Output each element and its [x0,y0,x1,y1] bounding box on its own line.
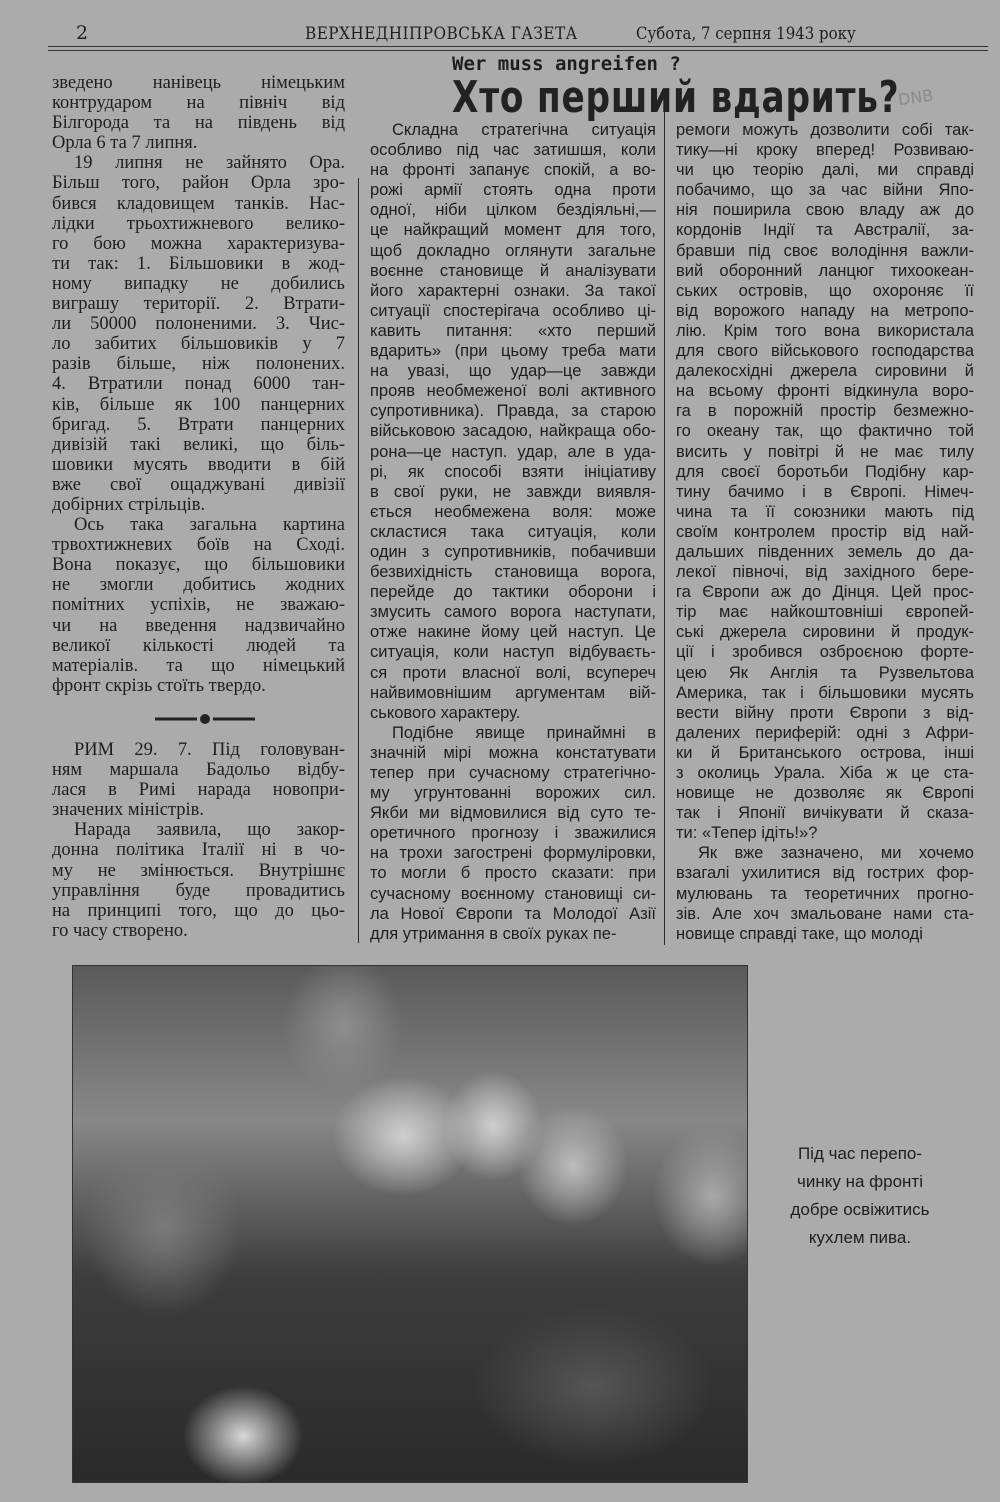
text-line: Америка, так і більшовики мусять [676,683,974,702]
text-line: взагалі ухилитися від гострих фор- [676,864,974,883]
text-line: ських островів, що охороняє її [676,281,974,300]
text-line: мулювань та теоретичних прогно- [676,884,974,903]
text-line: кавить питання: «хто перший [370,321,656,340]
paragraph [52,820,345,941]
paragraph [52,515,345,696]
text-line: скластися така ситуація, коли [370,522,656,541]
text-line: кордонів Індії та Австралії, за- [676,221,974,240]
text-line: супротивника). Правда, за старою [370,402,656,421]
text-line: на фронті запанує спокій, а во- [370,161,656,180]
paragraph [52,740,345,820]
text-line: лекої півночі, від західного бере- [676,563,974,582]
text-line: ти: «Тепер ідіть!»? [676,824,818,843]
text-line: га Європи аж до Дінця. Цей прос- [676,583,974,602]
text-line: шовики мусять вводити в бій [52,454,345,475]
text-line: вий оборонний ланцюг тихоокеан- [676,261,974,280]
text-line: висить у повітрі й не має тилу [676,442,974,461]
column-2 [370,120,656,944]
text-line: Як вже зазначено, ми хочемо [698,844,974,863]
paragraph [676,843,974,943]
text-line: Вона показує, що більшовики [52,555,345,576]
column-3 [676,120,974,944]
text-line: то могли б просто сказати: при [370,864,656,883]
column-divider-1 [358,178,359,943]
section-divider [155,712,255,726]
dnb-stamp: DNB [896,85,935,110]
text-line: на принципі того, що до цьо- [52,900,345,921]
text-line: вести війну проти Європи з від- [676,703,974,722]
text-line: донна політика Італії ні в чо- [52,840,345,861]
text-line: лася в Римі нарада новопри- [52,780,345,801]
photo-soldiers-drinking-beer [72,965,748,1483]
text-line: нія поширила свою владу аж до [676,201,974,220]
text-line: для свого військового господарства [676,342,974,361]
article-kicker: Wer muss angreifen ? [452,53,681,75]
text-line: його характерні ознаки. За такої [370,281,656,300]
text-line: зів. Але хоч змальоване нами ста- [676,904,974,923]
caption-line: Під час перепо- [797,1144,923,1163]
text-line: рона—це наступ. удар, але в уда- [370,442,656,461]
caption-line: добре освіжитись [790,1200,930,1219]
text-line: ся проти власної волі, всупереч [370,663,656,682]
text-line: го часу створено. [52,920,188,941]
article-headline: Хто перший вдарить? [452,72,900,123]
text-line: чи цю теорію далі, ми справді [676,161,974,180]
text-line: ські джерела сировини й продук- [676,623,974,642]
text-line: тір має найкоштовніші європей- [676,603,974,622]
header-rule [48,46,988,47]
text-line: чина та її союзники мають під [676,502,974,521]
text-line: управління буде провадитись [52,880,345,901]
text-line: далекосхідні джерела сировини й [676,362,974,381]
text-line: тику—ні кроку вперед! Розвиваю- [676,141,974,160]
header-rule-2 [48,50,988,51]
text-line: тепер при сучасному стратегічно- [370,764,656,782]
text-line: бравши під своє володіння важли- [676,241,974,260]
text-line: Нарада заявила, що закор- [74,820,345,841]
text-line: вже свої ощаджувані дивізії [52,474,345,495]
text-line: го бою можна характеризува- [52,233,345,254]
newspaper-title: ВЕРХНЕДНІПРОВСЬКА ГАЗЕТА [305,24,578,44]
text-line: побачимо, що за час війни Япо- [676,181,974,200]
text-line: від ворожого нападу на метропо- [676,301,974,320]
text-line: для утримання в своїх руках пе- [370,924,617,943]
text-line: фронт скрізь стоїть твердо. [52,675,266,696]
text-line: му угрунтованні ворожих сил. [370,784,656,803]
text-line: дальших південних земель до да- [676,542,974,561]
text-line: ло забитих більшовиків у 7 [52,334,345,355]
text-line: щоб докладно оглянути загальне [370,241,656,260]
text-line: новище не дозволяє як Європі [676,784,974,803]
text-line: це найкращий момент для того, [370,221,656,240]
text-line: Якби ми відмовилися від суто те- [370,804,656,823]
text-line: ремоги можуть дозволити собі так- [676,121,974,139]
text-line: ла Нової Європи та Молодої Азії [370,904,656,923]
text-line: ції і зробився озброєною форте- [676,643,974,662]
text-line: чи на введення надзвичайно [52,615,345,636]
text-line: для своєї боротьби Подібну кар- [676,462,974,481]
paragraph [52,153,345,515]
text-line: контрударом на північ від [52,93,345,114]
text-line: матеріалів. та що німецький [52,655,345,676]
text-line: помітних успіхів, не зважаю- [52,595,345,616]
text-line: великої кількості людей та [52,635,345,656]
text-line: бився кладовищем танків. Нас- [52,193,345,214]
text-line: трвохтижневих боїв на Сході. [52,535,345,556]
text-line: 4. Втратили понад 6000 тан- [52,374,345,395]
caption-line: чинку на фронті [796,1172,923,1191]
text-line: бригад. 5. Втрати панцерних [52,414,345,435]
text-line: не змогли добитись жодних [52,575,345,596]
text-line: перейде до тактики оборони і [370,583,656,602]
text-line: так і Японії вичікувати й сказа- [676,804,974,823]
text-line: прояв необмеженої волі активного [370,382,656,401]
issue-date: Субота, 7 серпня 1943 року [636,24,856,44]
text-line: зведено нанівець німецьким [52,73,345,93]
text-line: один з супротивників, побачивши [370,542,656,561]
text-line: ситуація, коли наступ відбуваєть- [370,643,656,662]
text-line: своїм контролем простір від най- [676,522,974,541]
column-divider-2 [664,110,665,945]
text-line: лідки трьохтижневого велико- [52,213,345,234]
text-line: му не змінюється. Внутрішнє [52,860,345,881]
paragraph [676,120,974,843]
paragraph [370,723,656,944]
text-line: новище справді таке, що молоді [676,924,923,943]
text-line: вдарить» (при цьому треба мати [370,342,656,361]
text-line: особливо під час затишшя, коли [370,141,656,160]
text-line: рі, як способі взяти ініціативу [370,462,656,481]
text-line: ків, більше як 100 панцерних [52,394,345,415]
text-line: далених периферій: одні з Афри- [676,723,974,742]
text-line: ськового характеру. [370,703,521,722]
column-1-top [52,73,345,696]
text-line: в свої руки, не завжди виявля- [370,482,656,501]
text-line: воєнне становище й аналізувати [370,261,656,280]
text-line: тину бачимо і в Європі. Німеч- [676,482,974,501]
text-line: отже накине йому цей наступ. Це [370,623,656,642]
text-line: ситуації спостерігача особливо ці- [370,301,656,320]
text-line: га в порожній простір безмежно- [676,402,974,421]
text-line: ється необмежена воля: може [370,502,656,521]
text-line: дивізій такі великі, що біль- [52,434,345,455]
text-line: ням маршала Бадольо відбу- [52,760,345,781]
text-line: Подібне явище принаймні в [392,723,656,742]
text-line: рожі армії стоять одна проти [370,181,656,200]
text-line: ли 50000 полоненими. 3. Чис- [52,314,345,335]
text-line: на увазі, що удар—це завжди [370,362,656,381]
text-line: безвихідність становища ворога, [370,563,656,582]
text-line: Більш того, район Орла зро- [52,173,345,194]
text-line: одної, ніби цілком бездіяльні,— [370,201,656,220]
text-line: значній мірі можна констатувати [370,743,656,762]
text-line: найвимовнішим аргументам вій- [370,683,656,702]
text-line: на всьому фронті відкинула воро- [676,382,974,401]
text-line: Ось така загальна картина [74,515,345,536]
text-line: 19 липня не зайнято Ора. [74,153,345,174]
text-line: виграшу території. 2. Втрати- [52,294,345,315]
text-line: лію. Крім того вона використала [676,321,974,340]
text-line: ному випадку не добились [52,273,345,294]
text-line: на трохи загострені формуліровки, [370,844,656,863]
photo-caption [760,1140,960,1252]
paragraph [370,120,656,723]
text-line: військовою засадою, найкраща обо- [370,422,656,441]
text-line: сучасному воєнному становищі си- [370,884,656,903]
text-line: оретичного прогнозу і зважилися [370,824,656,843]
text-line: ти так: 1. Більшовики в жод- [52,253,345,274]
text-line: Складна стратегічна ситуація [392,121,656,139]
text-line: цею Як Англія та Рузвельтова [676,663,974,682]
text-line: Білгорода та на південь від [52,113,345,134]
page-number: 2 [76,22,89,44]
text-line: РИМ 29. 7. Під головуван- [74,740,345,760]
paragraph [52,73,345,153]
text-line: змусить самого ворога наступати, [370,603,656,622]
text-line: з околиць Урала. Хіба ж це ста- [676,764,974,782]
text-line: разів більше, ніж полонених. [52,354,345,375]
text-line: Орла 6 та 7 липня. [52,133,198,154]
column-1-bottom [52,740,345,941]
text-line: значених міністрів. [52,800,205,821]
text-line: го океану так, що фактично той [676,422,974,441]
caption-line: кухлем пива. [808,1228,912,1247]
text-line: ки й Британського острова, інші [676,743,974,762]
text-line: добірних стрільців. [52,494,206,515]
